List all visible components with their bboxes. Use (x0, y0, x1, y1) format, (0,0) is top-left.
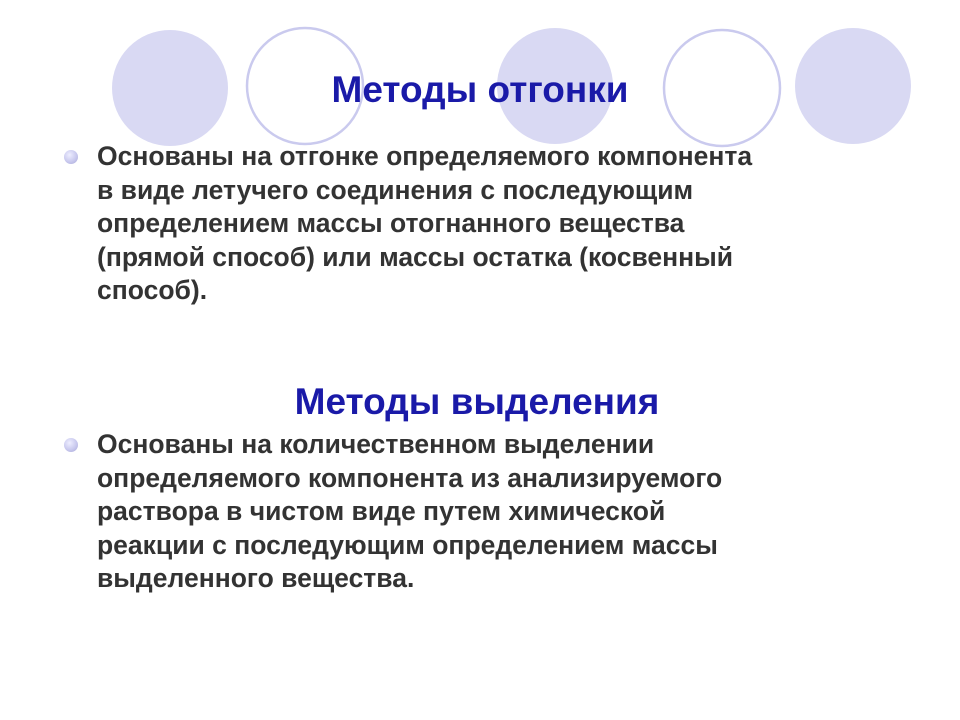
section2-title: Методы выделения (294, 381, 660, 422)
section1-text: Основаны на отгонке определяемого компонента в виде летучего соединения с последующим определением массы отогнанного вещества (прямой способ) или массы остатка (косвенный способ). (97, 141, 753, 305)
bullet-circle-icon (64, 150, 78, 164)
section2-text: Основаны на количественном выделении определяемого компонента из анализируемого раствора в чистом виде путем химической реакции с последующим определением массы выделенного вещества. (97, 429, 723, 593)
bullet-circle-icon (64, 438, 78, 452)
section1-bullet (60, 140, 880, 308)
section1-title: Методы отгонки (331, 69, 629, 110)
section2-bullet (60, 428, 880, 596)
